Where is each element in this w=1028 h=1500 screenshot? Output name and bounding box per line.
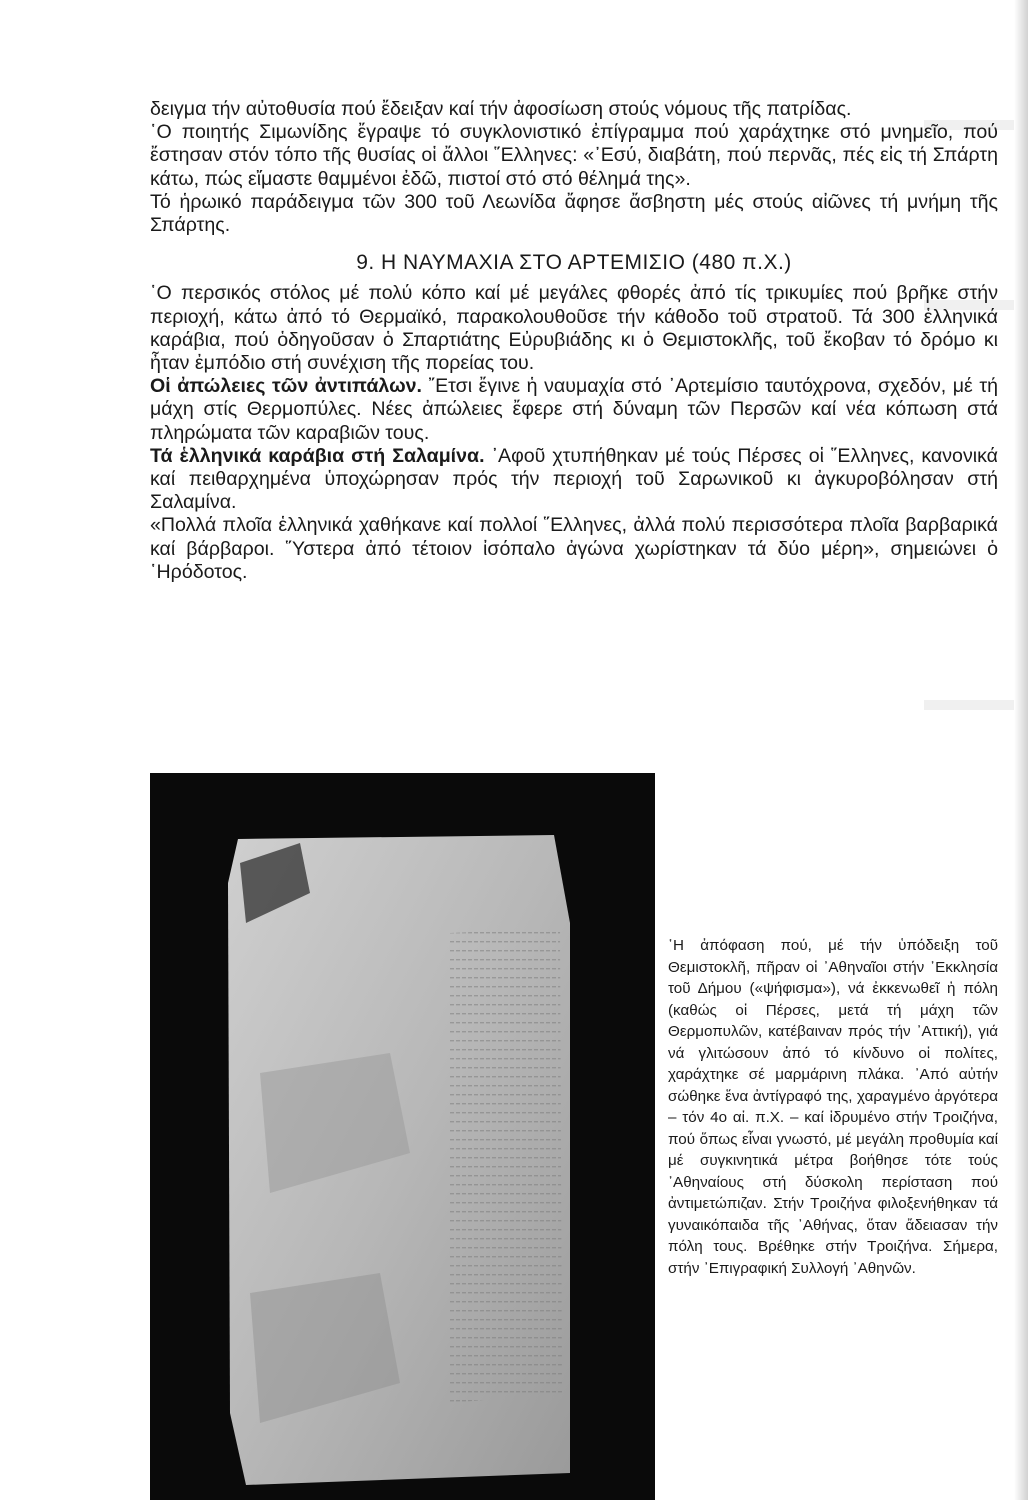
paragraph-text: ῾Ο ποιητής Σιμωνίδης ἔγραψε τό συγκλονιστικό ἐπίγραμμα πού χαράχτηκε στό μνημεῖο, πού ἔστησαν στόν τόπο τῆς θυσίας οἱ ἄλλοι ῞Ελληνες: «᾿Εσύ, διαβάτη, πού περνᾶς, πές εἰς τή Σπάρτη κάτω, πώς εἴμαστε θαμμένοι ἐδῶ, πιστοί στό στό θέλημά της». — [150, 121, 998, 190]
inscription-photo — [150, 773, 655, 1500]
paragraph — [150, 282, 998, 375]
marble-slab-image — [150, 773, 655, 1500]
paragraph — [150, 191, 998, 237]
body-text — [150, 98, 998, 584]
page-gutter-shadow — [1014, 0, 1028, 1500]
paragraph — [150, 514, 998, 584]
paragraph-text: ῾Ο περσικός στόλος μέ πολύ κόπο καί μέ μεγάλες φθορές ἀπό τίς τρικυμίες πού βρῆκε στήν περιοχή, κάτω ἀπό τό Θερμαϊκό, παρακολουθοῦσε τήν κάθοδο τοῦ στρατοῦ. Τά 300 ἑλληνικά καράβια, πού ὁδηγοῦσαν ὁ Σπαρτιάτης Εὐρυβιάδης κι ὁ Θεμιστοκλῆς, τοῦ ἔκοβαν τό δρόμο κι ἦταν ἐμπόδιο στή συνέχιση τῆς πορείας του. — [150, 282, 998, 375]
paragraph-text: Τό ἡρωικό παράδειγμα τῶν 300 τοῦ Λεωνίδα ἄφησε ἄσβηστη μές στούς αἰῶνες τή μνήμη τῆς Σπάρτης. — [150, 190, 998, 237]
paragraph — [150, 445, 998, 515]
paragraph — [150, 375, 998, 445]
paragraph-text: ῎Ετσι ἔγινε ἡ ναυμαχία στό ᾿Αρτεμίσιο ταυτόχρονα, σχεδόν, μέ τή μάχη στίς Θερμοπύλες. Νέες ἀπώλειες ἔφερε στή δύναμη τῶν Περσῶν καί νέα κόπωση στά πληρώματα τῶν καραβιῶν τους. — [150, 375, 999, 444]
paragraph-text: ᾿Αφοῦ χτυπήθηκαν μέ τούς Πέρσες οἱ ῞Ελληνες, κανονικά καί πειθαρχημένα ὑποχώρησαν πρός τήν περιοχή τοῦ Σαρωνικοῦ κι ἀγκυροβόλησαν στή Σαλαμίνα. — [150, 444, 998, 514]
paragraph — [150, 98, 998, 121]
section-heading: 9. Η ΝΑΥΜΑΧΙΑ ΣΤΟ ΑΡΤΕΜΙΣΙΟ (480 π.Χ.) — [356, 251, 792, 275]
paragraph-lead: Τά ἑλληνικά καράβια στή Σαλαμίνα. — [150, 444, 485, 467]
paragraph-text: «Πολλά πλοῖα ἑλληνικά χαθήκανε καί πολλοί ῞Ελληνες, ἀλλά πολύ περισσότερα πλοῖα βαρβαρικά καί βάρβαροι. ῞Υστερα ἀπό τέτοιον ἰσόπαλο ἀγώνα χωρίστηκαν τά δύο μέρη», σημειώνει ὁ ῾Ηρόδοτος. — [150, 514, 998, 583]
figure-caption: ῾Η ἀπόφαση πού, μέ τήν ὑπόδειξη τοῦ Θεμιστοκλῆ, πῆραν οἱ ᾿Αθηναῖοι στήν ᾿Εκκλησία τοῦ Δήμου («ψήφισμα»), νά ἐκκενωθεῖ ἡ πόλη (καθώς οἱ Πέρσες, μετά τή μάχη τῶν Θερμοπυλῶν, κατέβαιναν πρός τήν ᾿Αττική), γιά νά γλιτώσουν ἀπό τό κίνδυνο οἱ πολίτες, χαράχτηκε σέ μαρμάρινη πλάκα. ᾿Από αὐτήν σώθηκε ἕνα ἀντίγραφό της, χαραγμένο ἀργότερα – τόν 4ο αἰ. π.Χ. – καί ἱδρυμένο στήν Τροιζήνα, πού ὅπως εἶναι γνωστό, μέ μεγάλη προθυμία καί μέ συγκινητικά μέτρα βοήθησε τότε τούς ᾿Αθηναίους στή δύσκολη περίσταση πού ἀντιμετώπιζαν. Στήν Τροιζήνα φιλοξενήθηκαν τά γυναικόπαιδα τῆς ᾿Αθήνας, ὅταν ἄδειασαν τήν πόλη τους. Βρέθηκε στήν Τροιζήνα. Σήμερα, στήν ᾿Επιγραφική Συλλογή ᾿Αθηνῶν. — [668, 937, 998, 1277]
paragraph-text: δειγμα τήν αὐτοθυσία πού ἔδειξαν καί τήν ἀφοσίωση στούς νόμους τῆς πατρίδας. — [150, 98, 852, 120]
paragraph-lead: Οἱ ἀπώλειες τῶν ἀντιπάλων. — [150, 375, 422, 398]
paragraph — [150, 121, 998, 191]
show-through-mark — [924, 700, 1014, 710]
